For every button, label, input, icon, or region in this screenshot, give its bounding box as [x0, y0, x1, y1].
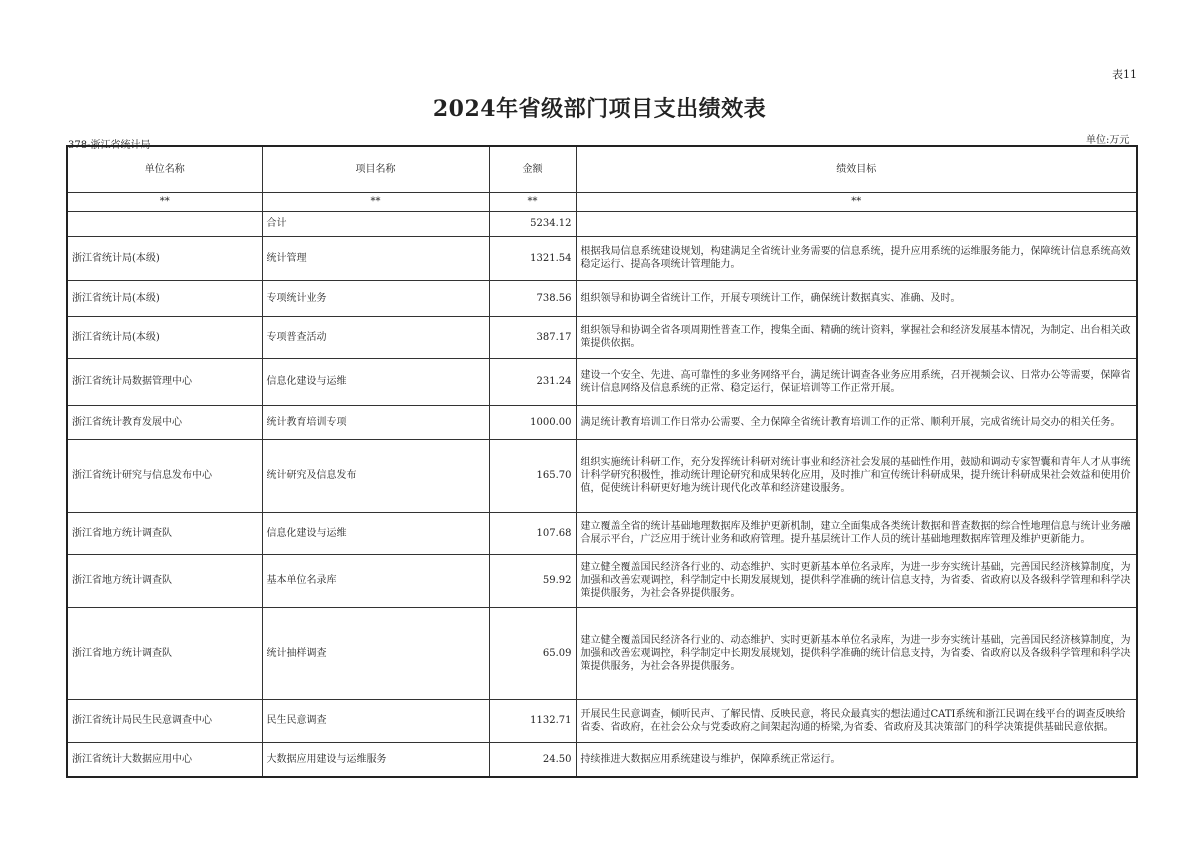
goal-cell: 持续推进大数据应用系统建设与维护，保障系统正常运行。 [576, 742, 1137, 777]
amount-cell: 387.17 [489, 316, 576, 358]
unit-name-cell: 浙江省统计教育发展中心 [67, 405, 262, 439]
goal-cell: 建立覆盖全省的统计基础地理数据库及维护更新机制，建立全面集成各类统计数据和普查数据的综合性地理信息与统计业务融合展示平台，广泛应用于统计业务和政府管理。提升基层统计工作人员的统计基础地理数据库管理及维护更新能力。 [576, 512, 1137, 554]
project-name-cell: 专项普查活动 [262, 316, 489, 358]
table-row [67, 742, 1137, 777]
amount-cell: 1132.71 [489, 699, 576, 742]
table-row [67, 316, 1137, 358]
header-project-name: 项目名称 [262, 146, 489, 192]
amount-cell: 24.50 [489, 742, 576, 777]
total-amount: 5234.12 [489, 211, 576, 236]
amount-cell: 231.24 [489, 358, 576, 405]
header-row [67, 146, 1137, 192]
amount-cell: 1321.54 [489, 236, 576, 280]
goal-cell: 组织领导和协调全省各项周期性普查工作，搜集全面、精确的统计资料，掌握社会和经济发展基本情况，为制定、出台相关政策提供依据。 [576, 316, 1137, 358]
unit-name-cell: 浙江省统计局民生民意调查中心 [67, 699, 262, 742]
project-name-cell: 民生民意调查 [262, 699, 489, 742]
table-row [67, 439, 1137, 512]
project-name-cell: 专项统计业务 [262, 280, 489, 316]
placeholder-cell: ** [262, 192, 489, 211]
table-row [67, 236, 1137, 280]
placeholder-row [67, 192, 1137, 211]
project-name-cell: 统计研究及信息发布 [262, 439, 489, 512]
table-row [67, 554, 1137, 607]
goal-cell: 满足统计教育培训工作日常办公需要、全力保障全省统计教育培训工作的正常、顺利开展，完成省统计局交办的相关任务。 [576, 405, 1137, 439]
header-goal: 绩效目标 [576, 146, 1137, 192]
goal-cell: 建设一个安全、先进、高可靠性的多业务网络平台，满足统计调查各业务应用系统，召开视频会议、日常办公等需要，保障省统计信息网络及信息系统的正常、稳定运行，保证培训等工作正常开展。 [576, 358, 1137, 405]
table-row [67, 699, 1137, 742]
header-unit-name: 单位名称 [67, 146, 262, 192]
table-row [67, 405, 1137, 439]
project-name-cell: 统计管理 [262, 236, 489, 280]
project-name-cell: 大数据应用建设与运维服务 [262, 742, 489, 777]
total-row [67, 211, 1137, 236]
table-row [67, 280, 1137, 316]
placeholder-cell: ** [67, 192, 262, 211]
goal-cell: 建立健全覆盖国民经济各行业的、动态维护、实时更新基本单位名录库，为进一步夯实统计基础，完善国民经济核算制度，为加强和改善宏观调控，科学制定中长期发展规划，提供科学准确的统计信息支持，为省委、省政府以及各级科学管理和科学决策提供服务，为社会各界提供服务。 [576, 554, 1137, 607]
goal-cell: 组织实施统计科研工作，充分发挥统计科研对统计事业和经济社会发展的基础性作用，鼓励和调动专家智囊和青年人才从事统计科学研究积极性，推动统计理论研究和成果转化应用，及时推广和宣传统计科研成果，提升统计科研成果社会效益和使用价值，促使统计科研更好地为统计现代化改革和经济建设服务。 [576, 439, 1137, 512]
unit-name-cell: 浙江省统计局(本级) [67, 280, 262, 316]
goal-cell: 建立健全覆盖国民经济各行业的、动态维护、实时更新基本单位名录库，为进一步夯实统计基础，完善国民经济核算制度，为加强和改善宏观调控，科学制定中长期发展规划，提供科学准确的统计信息支持，为省委、省政府以及各级科学管理和科学决策提供服务，为社会各界提供服务。 [576, 607, 1137, 699]
table-row [67, 358, 1137, 405]
unit-name-cell: 浙江省地方统计调查队 [67, 554, 262, 607]
unit-name-cell: 浙江省统计局(本级) [67, 316, 262, 358]
unit-name-cell: 浙江省统计研究与信息发布中心 [67, 439, 262, 512]
table-row [67, 512, 1137, 554]
department-label: 378-浙江省统计局 [68, 140, 151, 151]
unit-name-cell: 浙江省统计局数据管理中心 [67, 358, 262, 405]
amount-cell: 107.68 [489, 512, 576, 554]
project-name-cell: 统计抽样调查 [262, 607, 489, 699]
goal-cell: 开展民生民意调查，倾听民声、了解民情、反映民意，将民众最真实的想法通过CATI系统和浙江民调在线平台的调查反映给省委、省政府，在社会公众与党委政府之间架起沟通的桥梁,为省委、省政府及其决策部门的科学决策提供基础民意依据。 [576, 699, 1137, 742]
goal-cell: 组织领导和协调全省统计工作，开展专项统计工作，确保统计数据真实、准确、及时。 [576, 280, 1137, 316]
total-goal-cell [576, 211, 1137, 236]
unit-label: 单位:万元 [1086, 135, 1130, 146]
unit-name-cell: 浙江省地方统计调查队 [67, 607, 262, 699]
unit-name-cell: 浙江省统计大数据应用中心 [67, 742, 262, 777]
unit-name-cell: 浙江省地方统计调查队 [67, 512, 262, 554]
total-unit-cell [67, 211, 262, 236]
header-amount: 金额 [489, 146, 576, 192]
goal-cell: 根据我局信息系统建设规划，构建满足全省统计业务需要的信息系统，提升应用系统的运维服务能力，保障统计信息系统高效稳定运行、提高各项统计管理能力。 [576, 236, 1137, 280]
table-row [67, 607, 1137, 699]
project-name-cell: 统计教育培训专项 [262, 405, 489, 439]
page-title: 2024年省级部门项目支出绩效表 [432, 96, 767, 122]
amount-cell: 1000.00 [489, 405, 576, 439]
project-name-cell: 基本单位名录库 [262, 554, 489, 607]
amount-cell: 738.56 [489, 280, 576, 316]
performance-table [66, 145, 1138, 778]
table-number: 表11 [1112, 68, 1137, 81]
amount-cell: 165.70 [489, 439, 576, 512]
project-name-cell: 信息化建设与运维 [262, 358, 489, 405]
amount-cell: 59.92 [489, 554, 576, 607]
unit-name-cell: 浙江省统计局(本级) [67, 236, 262, 280]
amount-cell: 65.09 [489, 607, 576, 699]
project-name-cell: 信息化建设与运维 [262, 512, 489, 554]
placeholder-cell: ** [489, 192, 576, 211]
placeholder-cell: ** [576, 192, 1137, 211]
total-label: 合计 [262, 211, 489, 236]
